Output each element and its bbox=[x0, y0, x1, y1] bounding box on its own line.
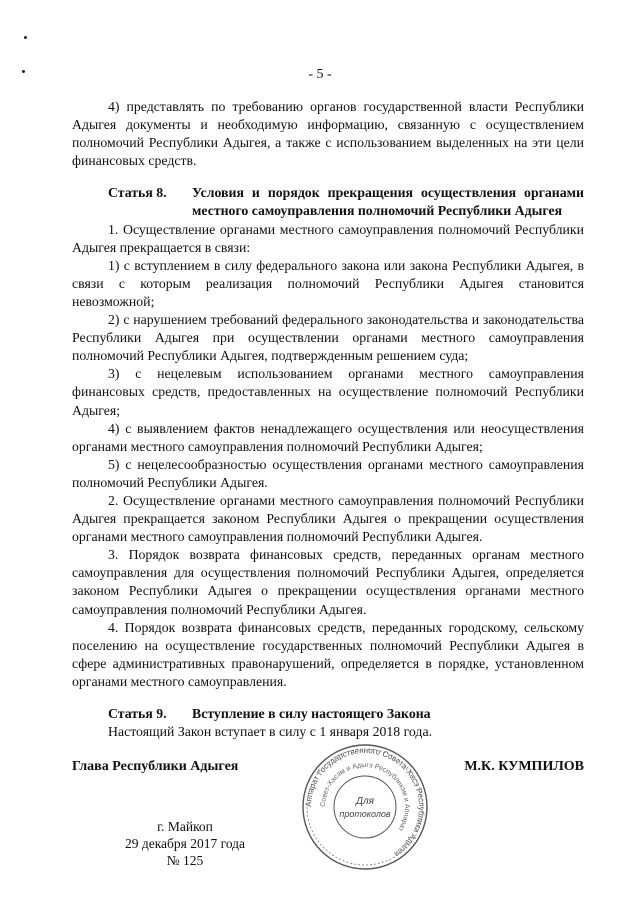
article-9-title: Вступление в силу настоящего Закона bbox=[192, 706, 431, 721]
article-8-paragraph: 2) с нарушением требований федерального законодательства и законодательства Республики Адыгея при осуществлении органами местного самоуправления полномочий Республики Адыгея, подтвержденным решением суда; bbox=[72, 312, 584, 364]
stamp-center-line1: Для bbox=[355, 796, 375, 807]
law-number: № 125 bbox=[166, 853, 204, 868]
article-8-paragraph: 4. Порядок возврата финансовых средств, переданных городскому, сельскому поселению на осуществление государственных полномочий Республики Адыгея в сфере административных правонарушений, определяется в порядке, установленном органами местного самоуправления. bbox=[72, 619, 584, 689]
city: г. Майкоп bbox=[157, 819, 213, 834]
stamp-center-line2: протоколов bbox=[339, 809, 391, 819]
signatory-name: М.К. КУМПИЛОВ bbox=[464, 759, 584, 774]
article-9-number: Статья 9. bbox=[108, 706, 167, 721]
article-8-paragraph: 1. Осуществление органами местного самоуправления полномочий Республики Адыгея прекращается в связи: bbox=[72, 221, 584, 255]
article-8-paragraph: 2. Осуществление органами местного самоуправления полномочий Республики Адыгея прекращается законом Республики Адыгея о прекращении осуществления органами местного самоуправления полномочий Республики Адыгея. bbox=[72, 492, 584, 545]
official-stamp bbox=[300, 742, 430, 872]
article-8-paragraph: 3. Порядок возврата финансовых средств, переданных органам местного самоуправления для осуществления полномочий Республики Адыгея, определяется законом Республики Адыгея о прекращении осуществления органами местного самоуправления полномочий Республики Адыгея. bbox=[72, 547, 584, 617]
article-8-paragraph: 4) с выявлением фактов ненадлежащего осуществления или неосуществления органами местного самоуправления полномочий Республики Адыгея; bbox=[72, 420, 584, 454]
stamp-outer-text: Аппарат Государственного Совета-Хасэ Республики Адыгея bbox=[303, 745, 427, 859]
article-8-paragraph: 3) с нецелевым использованием органами местного самоуправления финансовых средств, предоставленных на осуществление полномочий Республики Адыгея; bbox=[72, 366, 584, 418]
intro-paragraph: 4) представлять по требованию органов государственной власти Республики Адыгея документы и необходимую информацию, связанную с осуществлением полномочий Республики Адыгея, а также с использованием выделенных на эти цели финансовых средств. bbox=[72, 99, 584, 169]
article-8-title: Условия и порядок прекращения осуществления органами местного самоуправления полномочий Республики Адыгея bbox=[192, 185, 584, 219]
article-8-number: Статья 8. bbox=[108, 185, 167, 201]
article-8-heading bbox=[72, 184, 584, 220]
signatory-position: Глава Республики Адыгея bbox=[72, 759, 239, 774]
stamp-inner-ring bbox=[334, 776, 396, 838]
article-8-paragraph: 1) с вступлением в силу федерального закона или закона Республики Адыгея, в связи с которым реализация полномочий Республики Адыгея становится невозможной; bbox=[72, 257, 584, 309]
article-9-heading bbox=[72, 705, 584, 723]
place-date-block bbox=[100, 818, 270, 869]
article-9-text: Настоящий Закон вступает в силу с 1 января 2018 года. bbox=[108, 724, 433, 740]
scan-speck bbox=[24, 36, 27, 39]
document-body bbox=[72, 98, 584, 741]
article-8-paragraph: 5) с нецелесообразностью осуществления органами местного самоуправления полномочий Республики Адыгея. bbox=[72, 456, 584, 490]
stamp-inner-text: Совет-Хасэм и Адыгэ Республикэм и Аппарат bbox=[319, 761, 411, 833]
signing-date: 29 декабря 2017 года bbox=[124, 836, 246, 851]
page-number: - 5 - bbox=[308, 67, 332, 82]
